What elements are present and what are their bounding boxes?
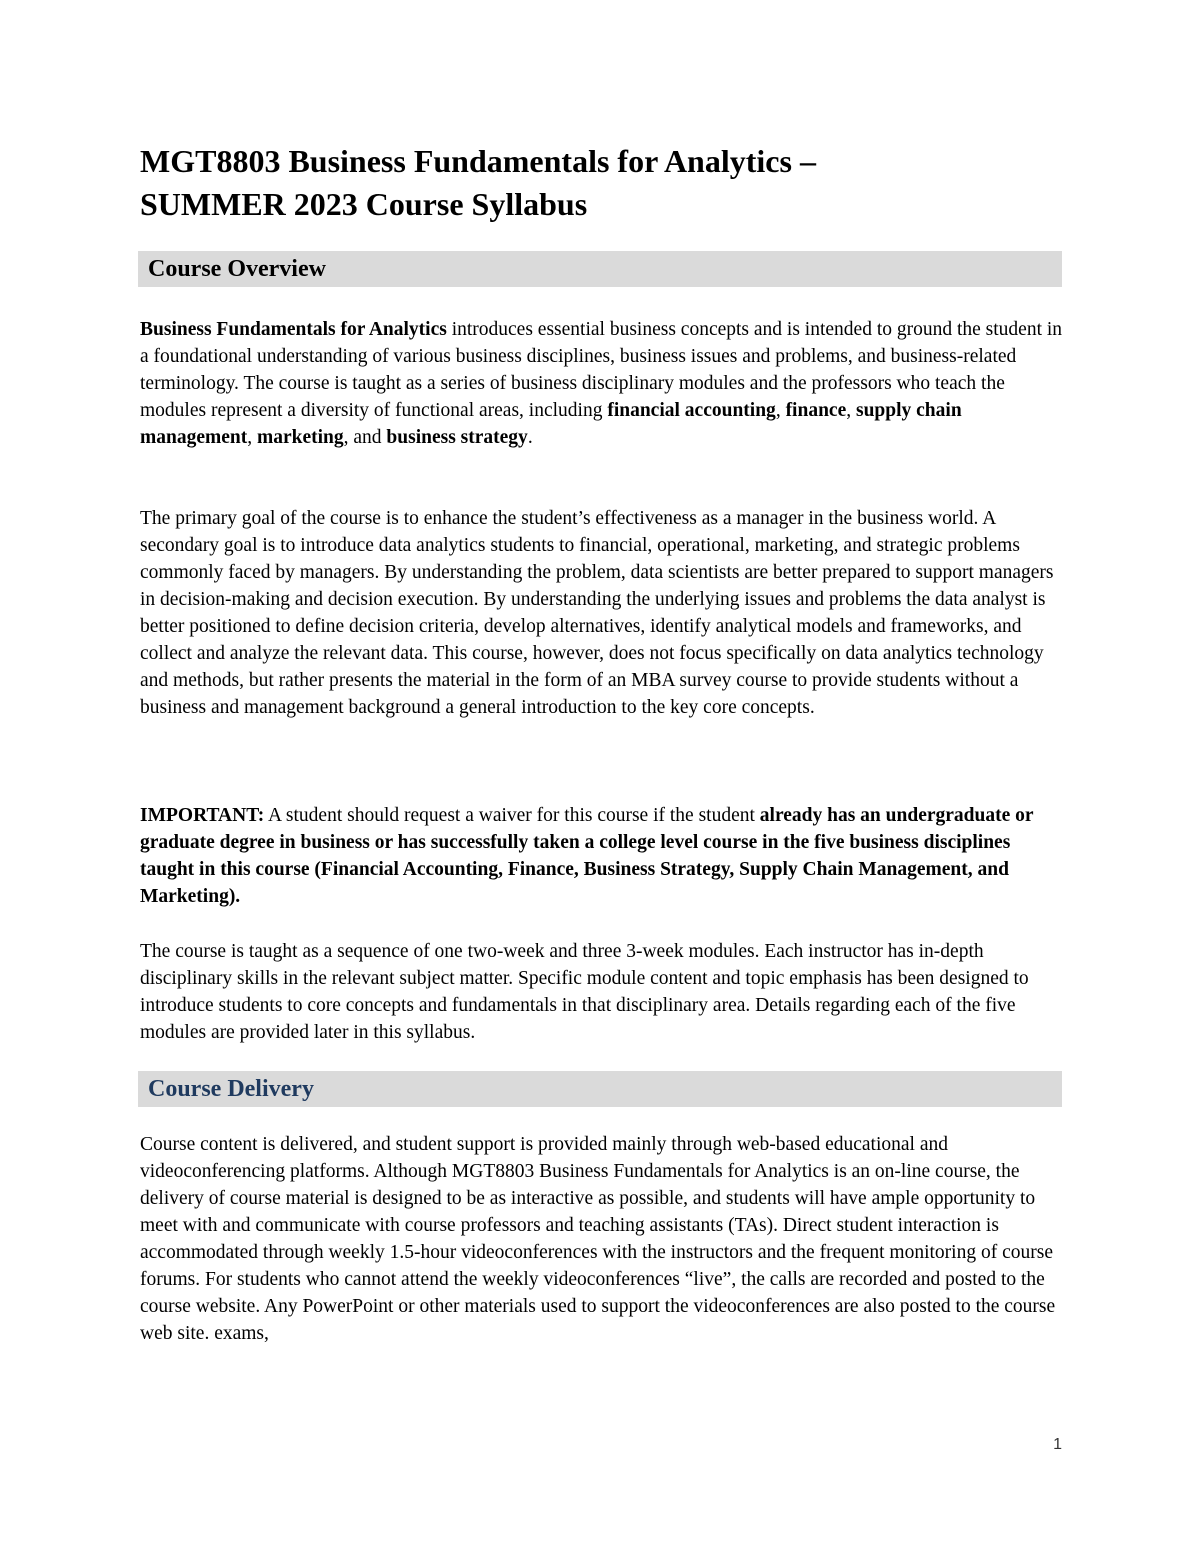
overview-paragraph-1 — [140, 316, 1064, 451]
text-run: , — [247, 427, 257, 448]
text-run: , and — [343, 427, 387, 448]
bold-course-name: Business Fundamentals for Analytics — [140, 319, 447, 340]
title-line-2: SUMMER 2023 Course Syllabus — [140, 186, 588, 222]
page-number: 1 — [1053, 1436, 1062, 1453]
text-run: A student should request a waiver for this course if the student — [264, 805, 760, 826]
text-run: , — [846, 400, 856, 421]
course-delivery-header — [138, 1071, 1062, 1107]
important-notice — [140, 802, 1064, 910]
bold-term: business strategy — [386, 427, 528, 448]
text-run: , — [775, 400, 786, 421]
bold-term: financial accounting — [607, 400, 776, 421]
overview-paragraph-2: The primary goal of the course is to enhance the student’s effectiveness as a manager in the business world. A secondary goal is to introduce data analytics students to financial, operational, marketing, and strategic problems commonly faced by managers. By understanding the problem, data scientists are better prepared to support managers in decision-making and decision execution. By understanding the underlying issues and problems the data analyst is better positioned to define decision criteria, develop alternatives, identify analytical models and frameworks, and collect and analyze the relevant data. This course, however, does not focus specifically on data analytics technology and methods, but rather presents the material in the form of an MBA survey course to provide students without a business and management background a general introduction to the key core concepts. — [140, 508, 1054, 718]
bold-waiver-criteria: already has an undergraduate or graduate degree in business or has successfully taken a college level course in the five business disciplines taught in this course (Financial Accounting, Finance, Business Strategy, Supply Chain Management, and Marketing). — [140, 805, 1034, 907]
delivery-paragraph-1: Course content is delivered, and student support is provided mainly through web-based educational and videoconferencing platforms. Although MGT8803 Business Fundamentals for Analytics is an on-line course, the delivery of course material is designed to be as interactive as possible, and students will have ample opportunity to meet with and communicate with course professors and teaching assistants (TAs). Direct student interaction is accommodated through weekly 1.5-hour videoconferences with the instructors and the frequent monitoring of course forums. For students who cannot attend the weekly videoconferences “live”, the calls are recorded and posted to the course website. Any PowerPoint or other materials used to support the videoconferences are also posted to the course web site. exams, — [140, 1134, 1056, 1344]
bold-term: finance — [785, 400, 847, 421]
document-title — [140, 140, 1100, 226]
course-overview-heading: Course Overview — [148, 256, 326, 282]
text-run: . — [527, 427, 533, 448]
bold-term: supply chain management — [140, 400, 962, 448]
text-run: introduces essential business concepts and is intended to ground the student in a foundational understanding of various business disciplines, business issues and problems, and business-related terminology. The course is taught as a series of business disciplinary modules and the professors who teach the modules represent a diversity of functional areas, including — [140, 319, 1063, 421]
important-label: IMPORTANT: — [140, 805, 265, 826]
bold-term: marketing — [256, 427, 344, 448]
title-line-1: MGT8803 Business Fundamentals for Analytics – — [140, 143, 816, 179]
course-overview-header — [138, 251, 1062, 287]
course-delivery-heading: Course Delivery — [148, 1076, 314, 1102]
overview-paragraph-4: The course is taught as a sequence of one two-week and three 3-week modules. Each instructor has in-depth disciplinary skills in the relevant subject matter. Specific module content and topic emphasis has been designed to introduce students to core concepts and fundamentals in that disciplinary area. Details regarding each of the five modules are provided later in this syllabus. — [140, 941, 1029, 1043]
